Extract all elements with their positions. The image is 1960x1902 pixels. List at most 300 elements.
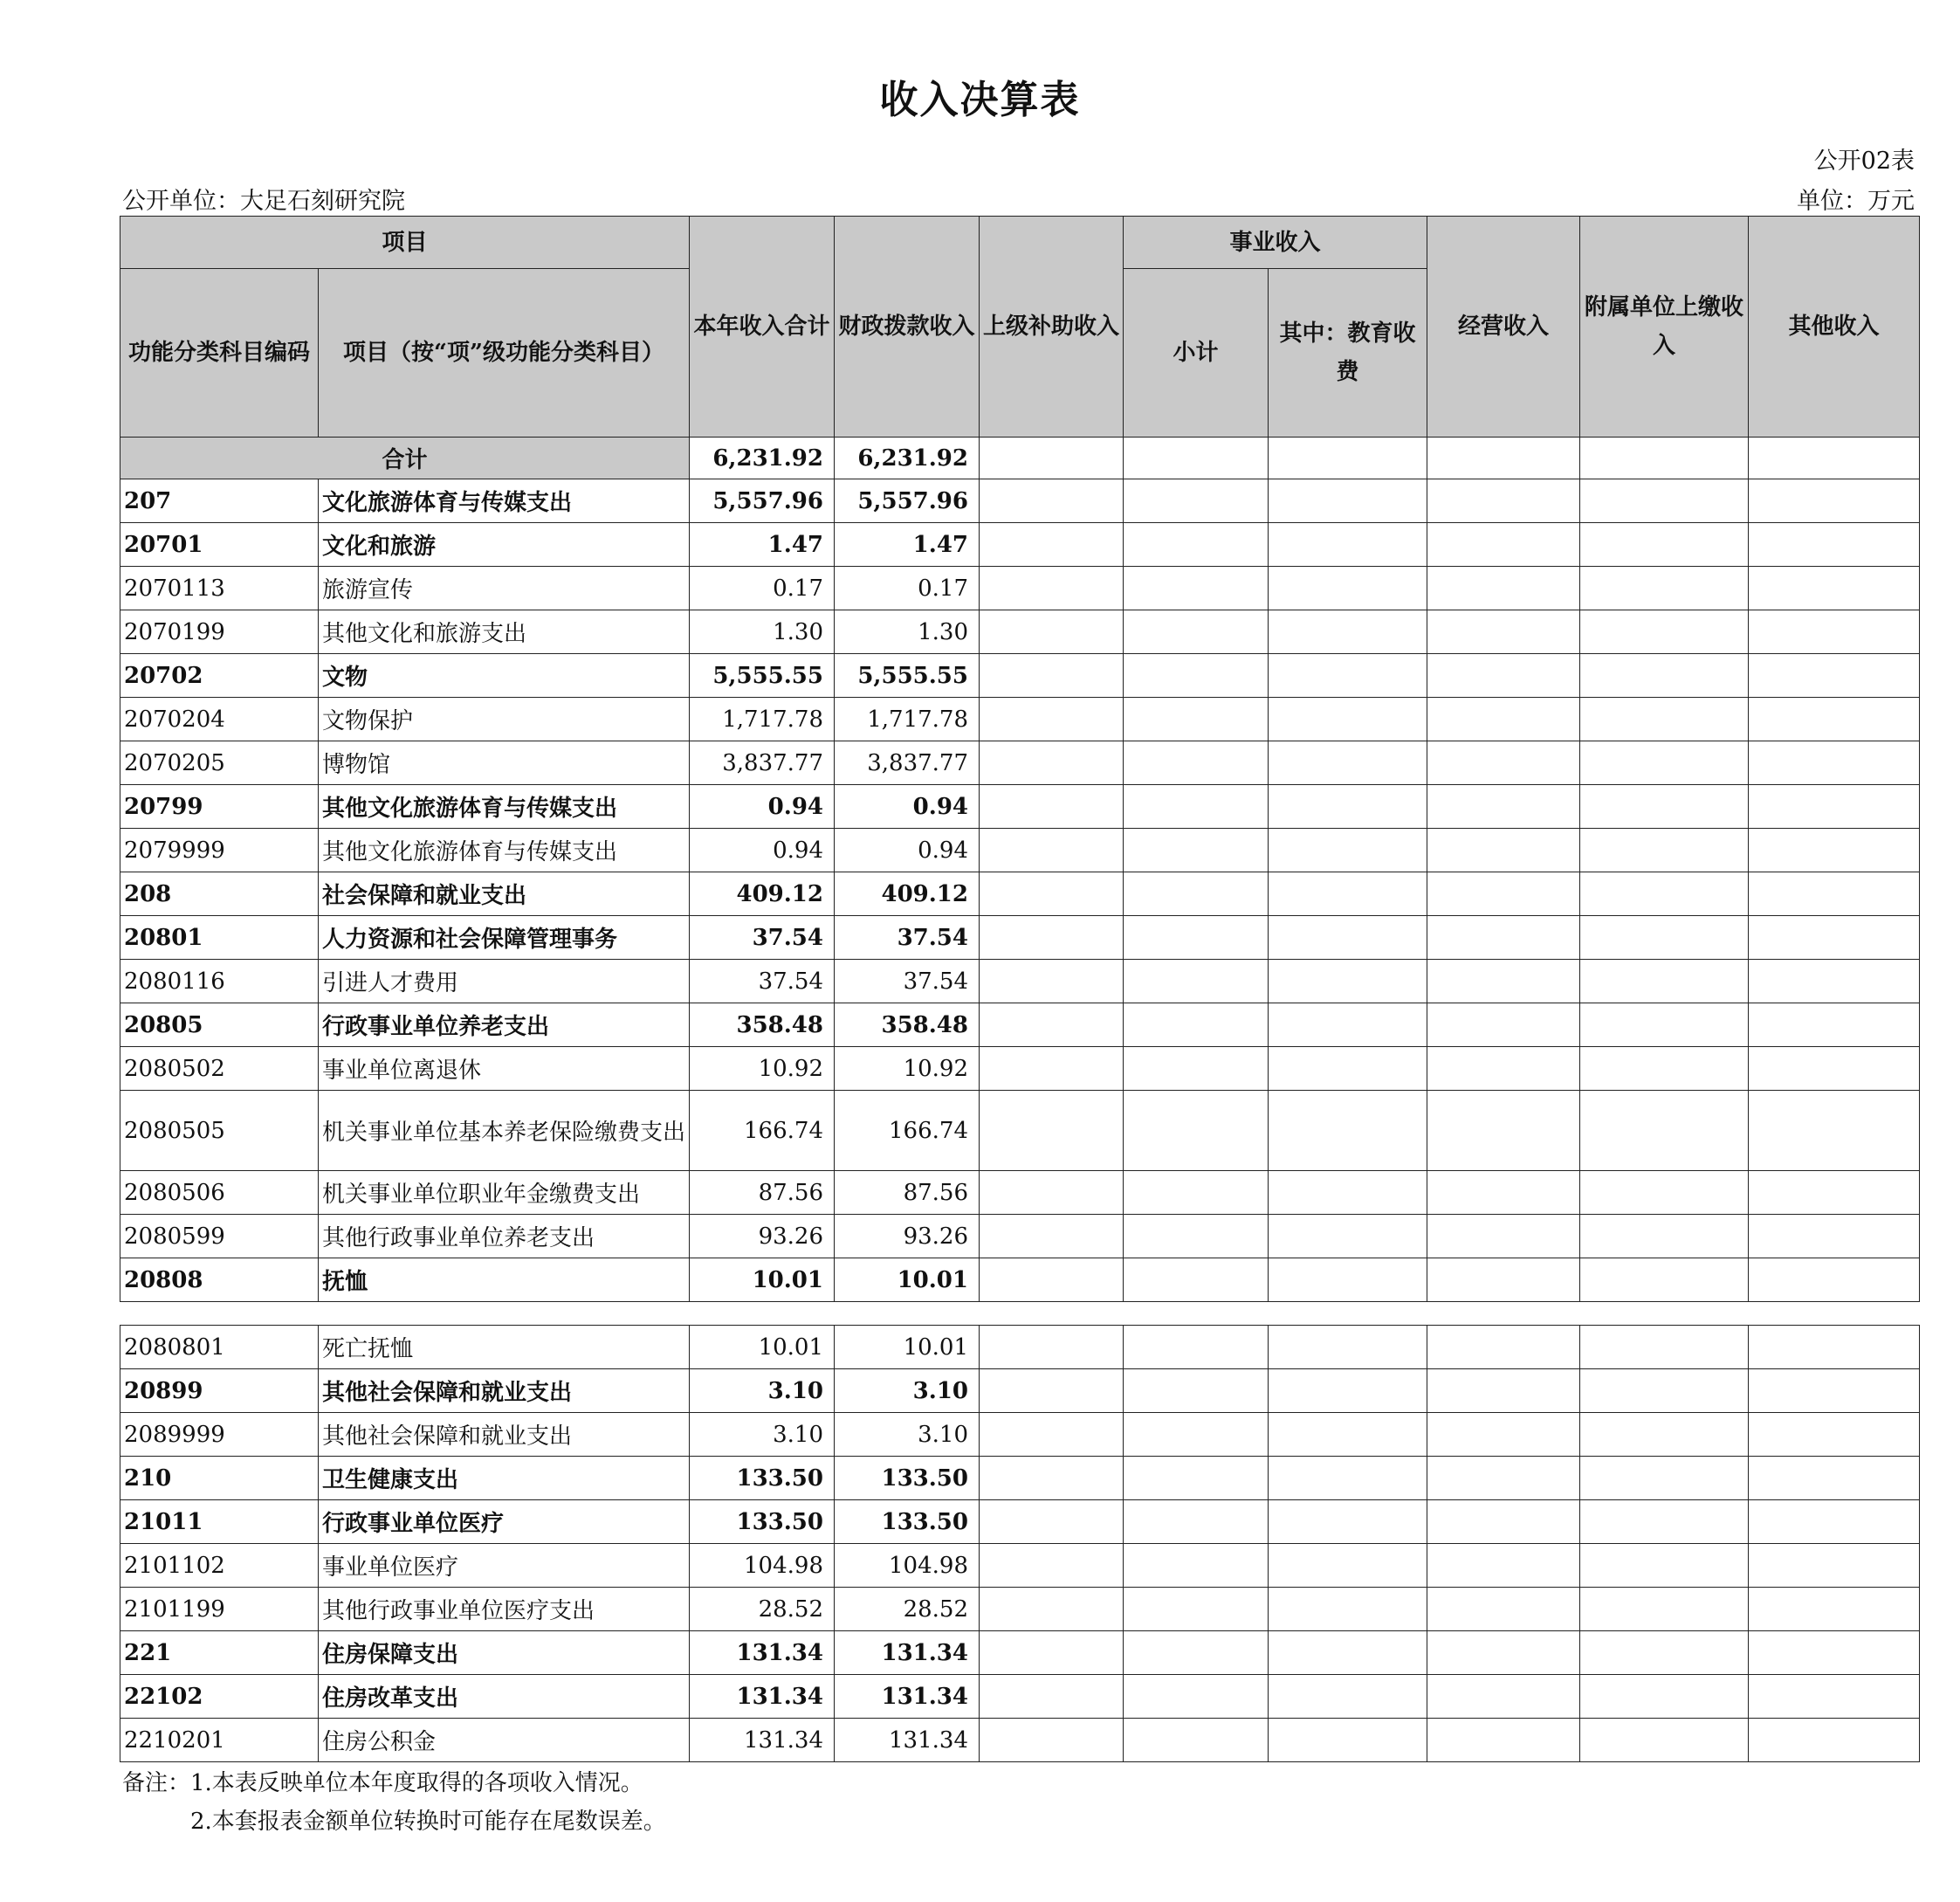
fiscal-income-cell: 133.50: [835, 1500, 980, 1544]
func-name-cell: 卫生健康支出: [319, 1457, 690, 1500]
func-name-cell: 文物保护: [319, 698, 690, 741]
func-name-cell: 其他社会保障和就业支出: [319, 1413, 690, 1457]
func-code-cell: 2070205: [120, 741, 319, 785]
empty-cell: [980, 567, 1124, 610]
empty-cell: [1427, 654, 1580, 698]
total-income-cell: 1.47: [690, 523, 835, 567]
total-income-cell: 37.54: [690, 960, 835, 1003]
empty-cell: [1427, 1003, 1580, 1047]
empty-cell: [1749, 872, 1920, 916]
func-name-cell: 行政事业单位养老支出: [319, 1003, 690, 1047]
fiscal-income-cell: 0.17: [835, 567, 980, 610]
fiscal-income-cell: 0.94: [835, 829, 980, 872]
empty-cell: [1749, 1091, 1920, 1171]
fiscal-income-cell: 87.56: [835, 1171, 980, 1215]
empty-cell: [980, 1258, 1124, 1302]
empty-cell: [1269, 654, 1427, 698]
func-name-cell: 抚恤: [319, 1258, 690, 1302]
empty-cell: [1269, 916, 1427, 960]
func-name-cell: 文物: [319, 654, 690, 698]
func-name-cell: 住房改革支出: [319, 1675, 690, 1719]
fiscal-income-cell: 1,717.78: [835, 698, 980, 741]
empty-cell: [980, 1588, 1124, 1631]
func-name-cell: 社会保障和就业支出: [319, 872, 690, 916]
empty-cell: [980, 741, 1124, 785]
header-education-fee: 其中：教育收费: [1269, 269, 1427, 438]
total-income-cell: 0.94: [690, 785, 835, 829]
fiscal-income-cell: 10.01: [835, 1326, 980, 1369]
empty-cell: [1580, 1675, 1749, 1719]
table-row: [120, 567, 1920, 610]
empty-cell: [1580, 1003, 1749, 1047]
fiscal-income-cell: 93.26: [835, 1215, 980, 1258]
total-label: 合计: [120, 438, 690, 479]
table-row: [120, 654, 1920, 698]
table-row: [120, 960, 1920, 1003]
empty-cell: [1269, 1675, 1427, 1719]
empty-cell: [980, 1544, 1124, 1588]
table-row: [120, 1457, 1920, 1500]
empty-cell: [1580, 829, 1749, 872]
empty-cell: [1269, 1719, 1427, 1762]
empty-cell: [1749, 1631, 1920, 1675]
note-1: 备注：1.本表反映单位本年度取得的各项收入情况。: [122, 1770, 643, 1796]
func-code-cell: 2070199: [120, 610, 319, 654]
empty-cell: [1427, 1500, 1580, 1544]
empty-cell: [1269, 1171, 1427, 1215]
fiscal-income-cell: 131.34: [835, 1631, 980, 1675]
table-row: [120, 698, 1920, 741]
table-row: [120, 523, 1920, 567]
empty-cell: [980, 1369, 1124, 1413]
header-operating-income: 经营收入: [1427, 217, 1580, 438]
empty-cell: [1427, 1369, 1580, 1413]
header-project: 项目: [120, 217, 690, 269]
total-income-cell: 131.34: [690, 1675, 835, 1719]
table-row: [120, 1675, 1920, 1719]
fiscal-income-cell: 131.34: [835, 1675, 980, 1719]
empty-cell: [1749, 610, 1920, 654]
total-income-cell: 28.52: [690, 1588, 835, 1631]
empty-cell: [1124, 1003, 1269, 1047]
func-code-cell: 2080116: [120, 960, 319, 1003]
empty-cell: [980, 1047, 1124, 1091]
empty-cell: [1749, 1719, 1920, 1762]
empty-cell: [1124, 523, 1269, 567]
func-name-cell: 住房保障支出: [319, 1631, 690, 1675]
empty-cell: [1580, 654, 1749, 698]
empty-cell: [980, 1413, 1124, 1457]
empty-cell: [1427, 1047, 1580, 1091]
empty-cell: [980, 1500, 1124, 1544]
empty-cell: [1749, 1326, 1920, 1369]
header-fiscal-income: 财政拨款收入: [835, 217, 980, 438]
header-affiliated-income: 附属单位上缴收入: [1580, 217, 1749, 438]
empty-cell: [1580, 1369, 1749, 1413]
total-income-cell: 37.54: [690, 916, 835, 960]
total-income-cell: 10.92: [690, 1047, 835, 1091]
empty-cell: [1427, 698, 1580, 741]
table-row: [120, 1003, 1920, 1047]
empty-cell: [1124, 1631, 1269, 1675]
empty-cell: [1427, 1326, 1580, 1369]
empty-cell: [1124, 1215, 1269, 1258]
income-table-part1: [120, 216, 1920, 1302]
func-code-cell: 2080502: [120, 1047, 319, 1091]
empty-cell: [1580, 567, 1749, 610]
empty-cell: [980, 1457, 1124, 1500]
total-income-cell: 0.17: [690, 567, 835, 610]
func-name-cell: 引进人才费用: [319, 960, 690, 1003]
total-income-cell: 3.10: [690, 1369, 835, 1413]
empty-cell: [1124, 610, 1269, 654]
empty-cell: [1124, 1675, 1269, 1719]
empty-cell: [1427, 1675, 1580, 1719]
empty-cell: [1749, 1588, 1920, 1631]
empty-cell: [1269, 1457, 1427, 1500]
empty-cell: [1749, 1171, 1920, 1215]
empty-cell: [980, 523, 1124, 567]
empty-cell: [1749, 1500, 1920, 1544]
empty-cell: [1580, 1091, 1749, 1171]
total-income-cell: 87.56: [690, 1171, 835, 1215]
fiscal-income-cell: 5,557.96: [835, 479, 980, 523]
table-row: [120, 1171, 1920, 1215]
func-code-cell: 2080599: [120, 1215, 319, 1258]
empty-cell: [1269, 741, 1427, 785]
func-code-cell: 2101102: [120, 1544, 319, 1588]
empty-cell: [1124, 1719, 1269, 1762]
fiscal-income-cell: 37.54: [835, 916, 980, 960]
empty-cell: [1269, 523, 1427, 567]
empty-cell: [1749, 785, 1920, 829]
header-other-income: 其他收入: [1749, 217, 1920, 438]
empty-cell: [1124, 1500, 1269, 1544]
func-name-cell: 其他文化和旅游支出: [319, 610, 690, 654]
empty-cell: [1580, 785, 1749, 829]
empty-cell: [980, 872, 1124, 916]
func-name-cell: 旅游宣传: [319, 567, 690, 610]
empty-cell: [1749, 654, 1920, 698]
empty-cell: [980, 698, 1124, 741]
total-income-cell: 358.48: [690, 1003, 835, 1047]
func-name-cell: 事业单位离退休: [319, 1047, 690, 1091]
table-row: [120, 1500, 1920, 1544]
func-code-cell: 2070113: [120, 567, 319, 610]
func-name-cell: 事业单位医疗: [319, 1544, 690, 1588]
empty-cell: [1427, 567, 1580, 610]
table-row: [120, 1047, 1920, 1091]
empty-cell: [1580, 1413, 1749, 1457]
empty-cell: [980, 1003, 1124, 1047]
empty-cell: [1124, 1413, 1269, 1457]
empty-cell: [1580, 1215, 1749, 1258]
table-row: [120, 1413, 1920, 1457]
empty-cell: [1427, 741, 1580, 785]
empty-cell: [1749, 523, 1920, 567]
table-row: [120, 1631, 1920, 1675]
currency-unit: 单位：万元: [1797, 188, 1915, 215]
total-income-cell: 133.50: [690, 1500, 835, 1544]
table-row: [120, 610, 1920, 654]
empty-cell: [1269, 698, 1427, 741]
empty-cell: [1580, 916, 1749, 960]
fiscal-income-cell: 409.12: [835, 872, 980, 916]
empty-cell: [1269, 1326, 1427, 1369]
fiscal-income-cell: 1.30: [835, 610, 980, 654]
empty-cell: [1269, 1003, 1427, 1047]
header-superior-subsidy: 上级补助收入: [980, 217, 1124, 438]
empty-cell: [1124, 1457, 1269, 1500]
fiscal-income-cell: 0.94: [835, 785, 980, 829]
empty-cell: [1749, 1369, 1920, 1413]
empty-cell: [980, 785, 1124, 829]
empty-cell: [1580, 1544, 1749, 1588]
fiscal-income-cell: 37.54: [835, 960, 980, 1003]
header-total-income: 本年收入合计: [690, 217, 835, 438]
total-income-cell: 3.10: [690, 1413, 835, 1457]
empty-cell: [1124, 1544, 1269, 1588]
empty-cell: [1580, 1500, 1749, 1544]
func-code-cell: 221: [120, 1631, 319, 1675]
empty-cell: [1124, 960, 1269, 1003]
func-name-cell: 文化旅游体育与传媒支出: [319, 479, 690, 523]
table-row: [120, 785, 1920, 829]
empty-cell: [980, 1675, 1124, 1719]
func-code-cell: 20799: [120, 785, 319, 829]
func-name-cell: 机关事业单位基本养老保险缴费支出: [319, 1091, 690, 1171]
empty-cell: [1124, 1326, 1269, 1369]
fiscal-income-cell: 131.34: [835, 1719, 980, 1762]
empty-cell: [1427, 1091, 1580, 1171]
empty-cell: [980, 1326, 1124, 1369]
total-income-cell: 5,557.96: [690, 479, 835, 523]
empty-cell: [980, 1091, 1124, 1171]
func-code-cell: 20701: [120, 523, 319, 567]
empty-cell: [1580, 523, 1749, 567]
empty-cell: [1269, 1588, 1427, 1631]
total-income-cell: 131.34: [690, 1631, 835, 1675]
total-income-cell: 5,555.55: [690, 654, 835, 698]
empty-cell: [1124, 1258, 1269, 1302]
empty-cell: [1580, 1719, 1749, 1762]
func-code-cell: 210: [120, 1457, 319, 1500]
func-name-cell: 人力资源和社会保障管理事务: [319, 916, 690, 960]
empty-cell: [1269, 829, 1427, 872]
empty-cell: [1749, 1003, 1920, 1047]
func-code-cell: 2210201: [120, 1719, 319, 1762]
header-business-income: 事业收入: [1124, 217, 1427, 269]
empty-cell: [1269, 567, 1427, 610]
empty-cell: [1427, 785, 1580, 829]
total-income-value: 6,231.92: [690, 438, 835, 479]
func-name-cell: 住房公积金: [319, 1719, 690, 1762]
func-code-cell: 2080505: [120, 1091, 319, 1171]
empty-cell: [1124, 1171, 1269, 1215]
header-business-subtotal: 小计: [1124, 269, 1269, 438]
empty-cell: [1124, 1369, 1269, 1413]
empty-cell: [1269, 872, 1427, 916]
total-income-cell: 3,837.77: [690, 741, 835, 785]
empty-cell: [1427, 829, 1580, 872]
empty-cell: [980, 1215, 1124, 1258]
empty-cell: [1427, 1413, 1580, 1457]
empty-cell: [1580, 1588, 1749, 1631]
empty-cell: [1580, 960, 1749, 1003]
empty-cell: [1749, 1258, 1920, 1302]
empty-cell: [1427, 916, 1580, 960]
func-code-cell: 207: [120, 479, 319, 523]
func-name-cell: 其他文化旅游体育与传媒支出: [319, 785, 690, 829]
total-income-cell: 1.30: [690, 610, 835, 654]
empty-cell: [980, 1719, 1124, 1762]
empty-cell: [1269, 1500, 1427, 1544]
func-code-cell: 2080801: [120, 1326, 319, 1369]
header-func-name: 项目（按“项”级功能分类科目）: [319, 269, 690, 438]
empty-cell: [1749, 1047, 1920, 1091]
empty-cell: [980, 654, 1124, 698]
empty-cell: [1580, 1171, 1749, 1215]
header-func-code: 功能分类科目编码: [120, 269, 319, 438]
func-code-cell: 20808: [120, 1258, 319, 1302]
empty-cell: [1124, 698, 1269, 741]
empty-cell: [1269, 1215, 1427, 1258]
empty-cell: [1124, 1091, 1269, 1171]
empty-cell: [1580, 741, 1749, 785]
empty-cell: [1269, 1091, 1427, 1171]
empty-cell: [1124, 479, 1269, 523]
empty-cell: [1124, 1588, 1269, 1631]
total-income-cell: 409.12: [690, 872, 835, 916]
func-name-cell: 其他行政事业单位养老支出: [319, 1215, 690, 1258]
empty-cell: [1427, 1457, 1580, 1500]
fiscal-income-cell: 28.52: [835, 1588, 980, 1631]
empty-cell: [1427, 1258, 1580, 1302]
table-row: [120, 1369, 1920, 1413]
table-row: [120, 741, 1920, 785]
empty-cell: [1427, 872, 1580, 916]
empty-cell: [1749, 479, 1920, 523]
func-code-cell: 2070204: [120, 698, 319, 741]
func-name-cell: 行政事业单位医疗: [319, 1500, 690, 1544]
empty-cell: [1580, 1457, 1749, 1500]
func-code-cell: 22102: [120, 1675, 319, 1719]
table-row: [120, 916, 1920, 960]
func-code-cell: 2101199: [120, 1588, 319, 1631]
table-row: [120, 1326, 1920, 1369]
func-name-cell: 其他行政事业单位医疗支出: [319, 1588, 690, 1631]
table-row: [120, 1258, 1920, 1302]
table-row: [120, 1544, 1920, 1588]
total-income-cell: 133.50: [690, 1457, 835, 1500]
func-code-cell: 2080506: [120, 1171, 319, 1215]
empty-cell: [1580, 479, 1749, 523]
empty-cell: [1124, 1047, 1269, 1091]
table-row: [120, 1091, 1920, 1171]
empty-cell: [1427, 1171, 1580, 1215]
total-fiscal-value: 6,231.92: [835, 438, 980, 479]
table-row: [120, 1588, 1920, 1631]
table-row: [120, 1719, 1920, 1762]
fiscal-income-cell: 3.10: [835, 1413, 980, 1457]
func-code-cell: 20801: [120, 916, 319, 960]
empty-cell: [1749, 1413, 1920, 1457]
empty-cell: [1427, 1719, 1580, 1762]
fiscal-income-cell: 10.01: [835, 1258, 980, 1302]
fiscal-income-cell: 1.47: [835, 523, 980, 567]
empty-cell: [1427, 960, 1580, 1003]
empty-cell: [1427, 523, 1580, 567]
income-table-part2: [120, 1325, 1920, 1762]
empty-cell: [980, 829, 1124, 872]
empty-cell: [1580, 1631, 1749, 1675]
empty-cell: [1749, 1544, 1920, 1588]
empty-cell: [1124, 567, 1269, 610]
empty-cell: [1427, 610, 1580, 654]
func-name-cell: 文化和旅游: [319, 523, 690, 567]
empty-cell: [1269, 785, 1427, 829]
empty-cell: [1269, 1258, 1427, 1302]
empty-cell: [1580, 872, 1749, 916]
empty-cell: [1749, 567, 1920, 610]
empty-cell: [1580, 1258, 1749, 1302]
total-income-cell: 1,717.78: [690, 698, 835, 741]
fiscal-income-cell: 5,555.55: [835, 654, 980, 698]
empty-cell: [980, 1171, 1124, 1215]
empty-cell: [1427, 1215, 1580, 1258]
empty-cell: [1749, 1215, 1920, 1258]
notes: [122, 1764, 666, 1841]
func-name-cell: 其他文化旅游体育与传媒支出: [319, 829, 690, 872]
empty-cell: [1269, 1544, 1427, 1588]
func-name-cell: 死亡抚恤: [319, 1326, 690, 1369]
empty-cell: [1269, 1631, 1427, 1675]
func-name-cell: 其他社会保障和就业支出: [319, 1369, 690, 1413]
empty-cell: [1269, 960, 1427, 1003]
func-code-cell: 20702: [120, 654, 319, 698]
fiscal-income-cell: 166.74: [835, 1091, 980, 1171]
func-code-cell: 20805: [120, 1003, 319, 1047]
total-income-cell: 166.74: [690, 1091, 835, 1171]
total-income-cell: 93.26: [690, 1215, 835, 1258]
empty-cell: [1427, 1544, 1580, 1588]
empty-cell: [1269, 479, 1427, 523]
total-income-cell: 10.01: [690, 1326, 835, 1369]
fiscal-income-cell: 3.10: [835, 1369, 980, 1413]
empty-cell: [1427, 1588, 1580, 1631]
page-title: 收入决算表: [879, 78, 1081, 122]
empty-cell: [980, 479, 1124, 523]
empty-cell: [1580, 698, 1749, 741]
func-code-cell: 208: [120, 872, 319, 916]
table-row: [120, 1215, 1920, 1258]
empty-cell: [1124, 916, 1269, 960]
empty-cell: [980, 610, 1124, 654]
empty-cell: [1427, 1631, 1580, 1675]
empty-cell: [980, 916, 1124, 960]
empty-cell: [1580, 1326, 1749, 1369]
fiscal-income-cell: 3,837.77: [835, 741, 980, 785]
func-code-cell: 20899: [120, 1369, 319, 1413]
empty-cell: [980, 960, 1124, 1003]
total-income-cell: 10.01: [690, 1258, 835, 1302]
empty-cell: [1749, 829, 1920, 872]
fiscal-income-cell: 10.92: [835, 1047, 980, 1091]
empty-cell: [1124, 741, 1269, 785]
func-name-cell: 机关事业单位职业年金缴费支出: [319, 1171, 690, 1215]
empty-cell: [1269, 1369, 1427, 1413]
empty-cell: [1749, 960, 1920, 1003]
